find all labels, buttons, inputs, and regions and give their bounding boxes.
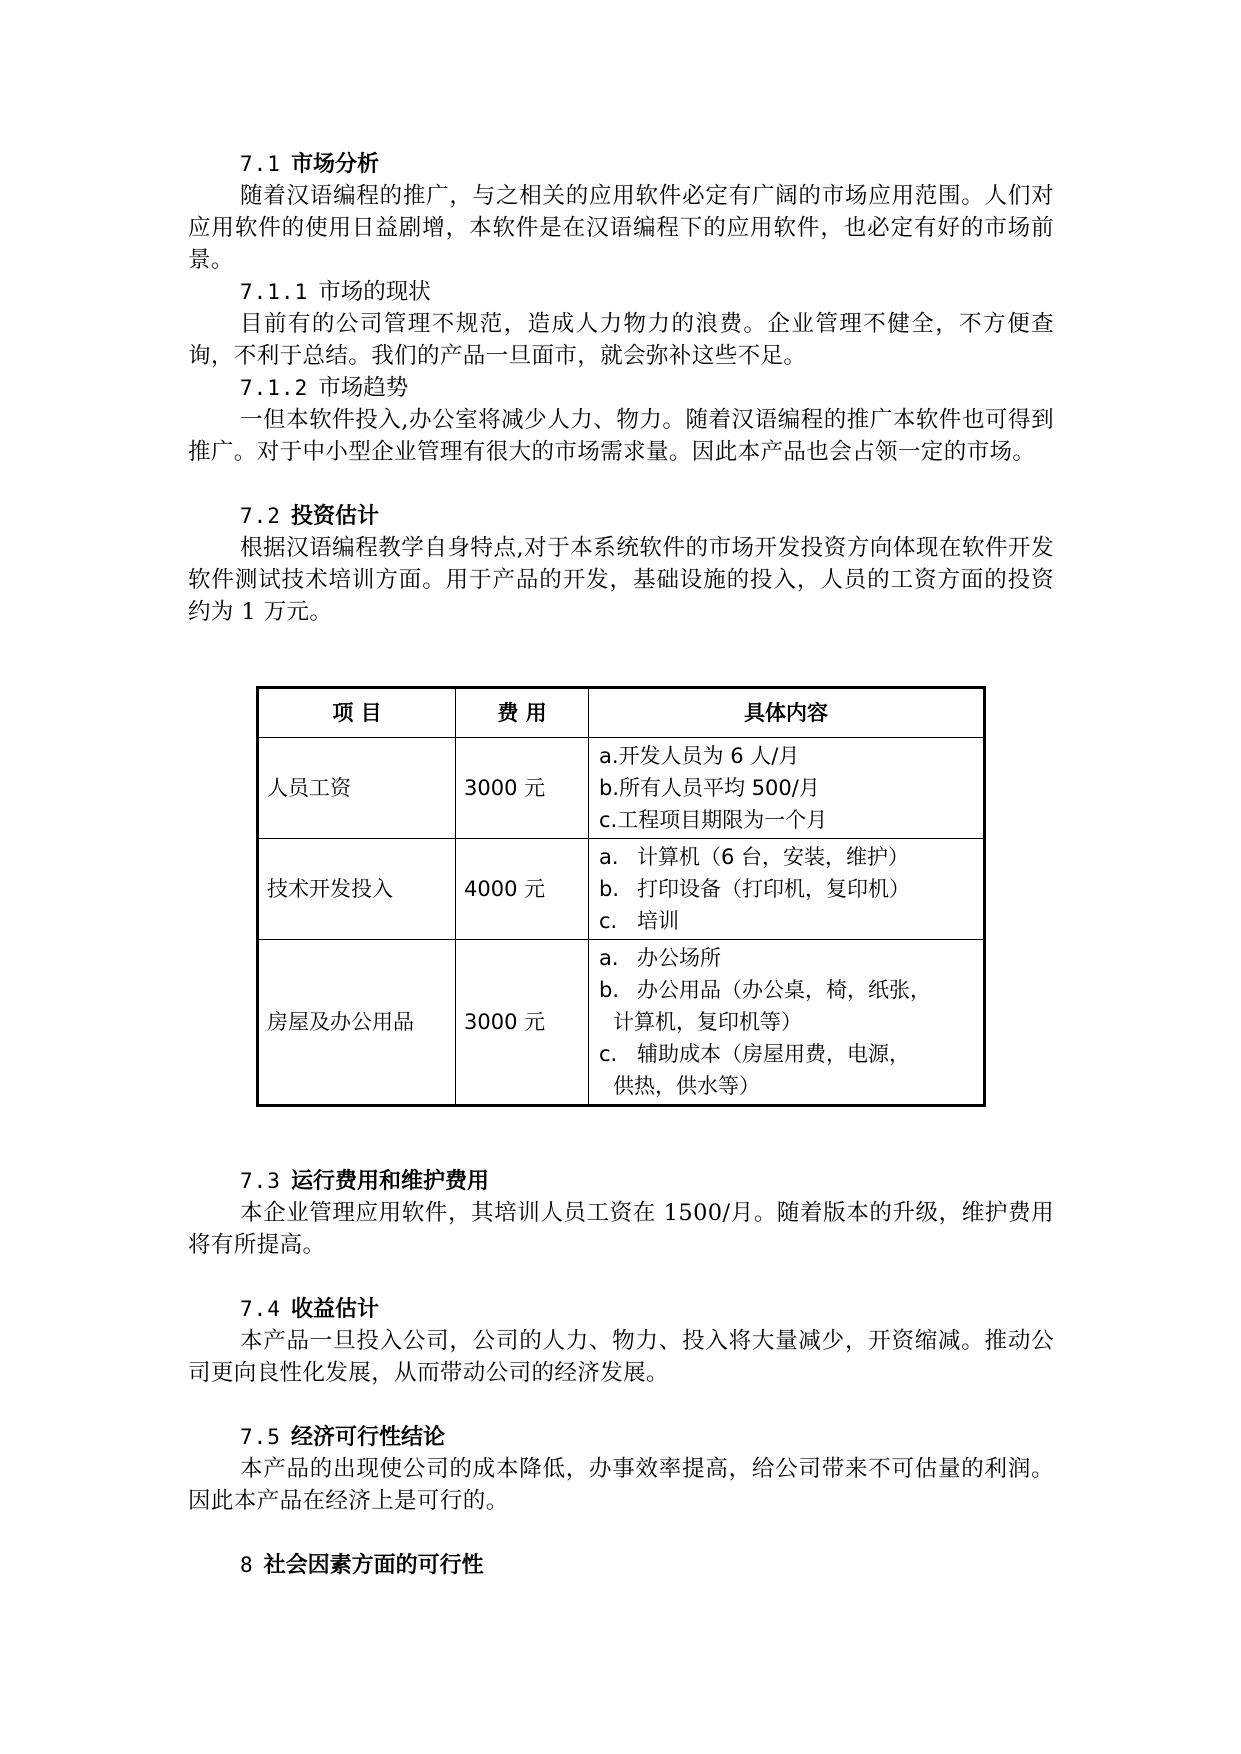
section-title: 运行费用和维护费用 <box>290 1169 489 1194</box>
detail-line <box>599 873 973 905</box>
detail-line <box>599 804 973 836</box>
table-header-row <box>258 688 985 738</box>
detail-text: a.开发人员为 6 人/月 <box>599 744 800 768</box>
detail-text: 打印设备（打印机，复印机） <box>637 877 910 901</box>
section-heading-7-1 <box>188 148 1054 180</box>
section-paragraph-7-2: 根据汉语编程教学自身特点,对于本系统软件的市场开发投资方向体现在软件开发软件测试技术培训方面。用于产品的开发，基础设施的投入，人员的工资方面的投资约为 1 万元。 <box>188 535 1054 625</box>
spacer <box>188 1261 1054 1293</box>
section-heading-7-3 <box>188 1165 1054 1197</box>
detail-marker: a. <box>599 845 619 869</box>
section-heading-7-5 <box>188 1421 1054 1453</box>
section-heading-7-4 <box>188 1293 1054 1325</box>
section-heading-8 <box>188 1549 1054 1581</box>
cell-fee: 3000 元 <box>456 738 589 839</box>
detail-text: 办公场所 <box>637 946 721 970</box>
detail-marker: c. <box>599 909 618 933</box>
detail-line <box>599 905 973 937</box>
table-row <box>258 839 985 940</box>
section-paragraph-7-4: 本产品一旦投入公司，公司的人力、物力、投入将大量减少，开资缩减。推动公司更向良性化发展，从而带动公司的经济发展。 <box>188 1328 1054 1386</box>
subsection-heading-7-1-1 <box>188 276 1054 308</box>
section-paragraph-7-1-1: 目前有的公司管理不规范，造成人力物力的浪费。企业管理不健全，不方便查询，不利于总结。我们的产品一旦面市，就会弥补这些不足。 <box>188 311 1054 369</box>
detail-text: 办公用品（办公桌，椅，纸张， <box>637 978 931 1002</box>
section-title: 收益估计 <box>290 1297 379 1322</box>
cell-item: 人员工资 <box>258 738 456 839</box>
detail-line <box>599 974 973 1006</box>
spacer <box>188 1107 1054 1165</box>
section-number: 7.3 <box>240 1169 281 1193</box>
section-paragraph-7-1-2: 一但本软件投入,办公室将减少人力、物力。随着汉语编程的推广本软件也可得到推广。对于中小型企业管理有很大的市场需求量。因此本产品也会占领一定的市场。 <box>188 407 1054 465</box>
cell-item: 技术开发投入 <box>258 839 456 940</box>
detail-text: 计算机，复印机等） <box>613 1010 802 1034</box>
section-paragraph-7-5: 本产品的出现使公司的成本降低，办事效率提高，给公司带来不可估量的利润。因此本产品在经济上是可行的。 <box>188 1456 1054 1514</box>
cell-fee: 3000 元 <box>456 940 589 1106</box>
detail-line-continued <box>599 1070 973 1102</box>
detail-line-continued <box>599 1006 973 1038</box>
detail-text: 辅助成本（房屋用费，电源， <box>637 1042 910 1066</box>
detail-text: 供热，供水等） <box>613 1074 760 1098</box>
section-heading-7-2 <box>188 500 1054 532</box>
cell-fee: 4000 元 <box>456 839 589 940</box>
detail-marker: b. <box>599 877 620 901</box>
column-header-detail: 具体内容 <box>589 688 985 738</box>
section-number: 7.5 <box>240 1425 281 1449</box>
spacer <box>188 1517 1054 1549</box>
subsection-number: 7.1.1 <box>240 280 309 304</box>
detail-marker: c. <box>599 1042 618 1066</box>
detail-text: b.所有人员平均 500/月 <box>599 776 820 800</box>
table-row <box>258 738 985 839</box>
detail-line <box>599 942 973 974</box>
subsection-title: 市场趋势 <box>318 375 409 401</box>
detail-text: 培训 <box>637 909 679 933</box>
detail-text: c.工程项目期限为一个月 <box>599 808 828 832</box>
cell-item: 房屋及办公用品 <box>258 940 456 1106</box>
section-title: 市场分析 <box>290 152 379 177</box>
section-number: 7.1 <box>240 152 281 176</box>
column-header-fee: 费 用 <box>456 688 589 738</box>
subsection-number: 7.1.2 <box>240 376 309 400</box>
section-number: 7.2 <box>240 504 281 528</box>
detail-text: 计算机（6 台，安装，维护） <box>637 845 910 869</box>
section-title: 社会因素方面的可行性 <box>263 1553 484 1578</box>
section-paragraph-7-1: 随着汉语编程的推广，与之相关的应用软件必定有广阔的市场应用范围。人们对应用软件的使用日益剧增，本软件是在汉语编程下的应用软件，也必定有好的市场前景。 <box>188 183 1054 273</box>
spacer <box>188 628 1054 686</box>
column-header-item: 项 目 <box>258 688 456 738</box>
spacer <box>188 1389 1054 1421</box>
section-paragraph-7-3: 本企业管理应用软件，其培训人员工资在 1500/月。随着版本的升级，维护费用将有所提高。 <box>188 1200 1054 1258</box>
subsection-title: 市场的现状 <box>318 279 431 305</box>
document-body <box>188 148 1054 1581</box>
cost-table <box>256 686 986 1107</box>
section-number: 7.4 <box>240 1297 281 1321</box>
section-title: 投资估计 <box>290 504 379 529</box>
cost-table-wrapper <box>256 686 986 1107</box>
detail-marker: a. <box>599 946 619 970</box>
section-number: 8 <box>240 1553 254 1577</box>
section-title: 经济可行性结论 <box>290 1425 445 1450</box>
cell-detail <box>589 940 985 1106</box>
spacer <box>188 468 1054 500</box>
detail-line <box>599 772 973 804</box>
detail-marker: b. <box>599 978 620 1002</box>
detail-line <box>599 841 973 873</box>
detail-line <box>599 1038 973 1070</box>
detail-line <box>599 740 973 772</box>
cell-detail <box>589 839 985 940</box>
table-row <box>258 940 985 1106</box>
subsection-heading-7-1-2 <box>188 372 1054 404</box>
cell-detail <box>589 738 985 839</box>
